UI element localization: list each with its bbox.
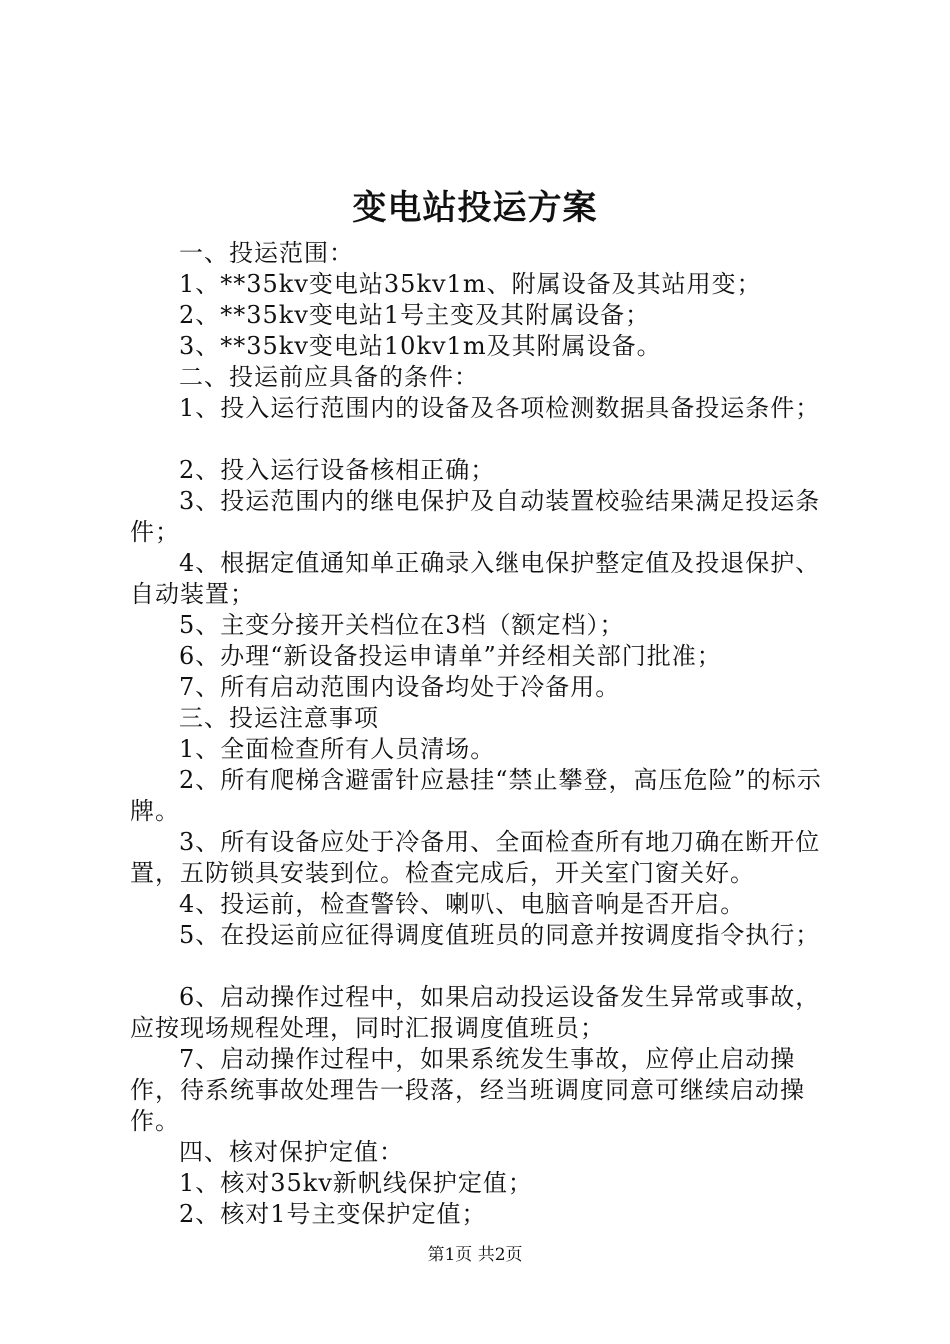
list-item: 1、投入运行范围内的设备及各项检测数据具备投运条件；	[179, 394, 821, 422]
list-item: 6、办理“新设备投运申请单”并经相关部门批准；	[179, 642, 722, 670]
list-item: 5、在投运前应征得调度值班员的同意并按调度指令执行；	[179, 921, 821, 949]
list-item: 2、投入运行设备核相正确；	[179, 456, 496, 484]
page-footer: 第1页 共2页	[427, 1245, 523, 1265]
list-item: 1、**35kv变电站35kv1m、附属设备及其站用变；	[179, 270, 762, 298]
list-item: 2、核对1号主变保护定值；	[179, 1200, 487, 1228]
list-item: 1、核对35kv新帆线保护定值；	[179, 1169, 533, 1197]
list-item: 7、启动操作过程中，如果系统发生事故，应停止启动操作，待系统事故处理告一段落，经当班调度同意可继续启动操作。	[130, 1045, 805, 1135]
list-item: 6、启动操作过程中，如果启动投运设备发生异常或事故，应按现场规程处理，同时汇报调度值班员；	[130, 983, 821, 1042]
section-heading: 四、核对保护定值：	[179, 1138, 404, 1166]
list-item: 3、**35kv变电站10kv1m及其附属设备。	[179, 332, 662, 360]
section-heading: 三、投运注意事项	[179, 704, 379, 732]
document-body	[130, 238, 840, 1230]
list-item: 7、所有启动范围内设备均处于冷备用。	[179, 673, 621, 701]
blank-line	[130, 424, 840, 455]
blank-line	[130, 951, 840, 982]
page-title: 变电站投运方案	[352, 188, 598, 228]
list-item: 3、投运范围内的继电保护及自动装置校验结果满足投运条件；	[130, 487, 821, 546]
list-item: 4、投运前，检查警铃、喇叭、电脑音响是否开启。	[179, 890, 746, 918]
section-heading: 一、投运范围：	[179, 239, 354, 267]
section-heading: 二、投运前应具备的条件：	[179, 363, 479, 391]
list-item: 5、主变分接开关档位在3档（额定档）；	[179, 611, 625, 639]
list-item: 4、根据定值通知单正确录入继电保护整定值及投退保护、自动装置；	[130, 549, 821, 608]
list-item: 2、**35kv变电站1号主变及其附属设备；	[179, 301, 651, 329]
list-item: 2、所有爬梯含避雷针应悬挂“禁止攀登，高压危险”的标示牌。	[130, 766, 822, 825]
list-item: 1、全面检查所有人员清场。	[179, 735, 496, 763]
list-item: 3、所有设备应处于冷备用、全面检查所有地刀确在断开位置，五防锁具安装到位。检查完成后，开关室门窗关好。	[130, 828, 821, 887]
